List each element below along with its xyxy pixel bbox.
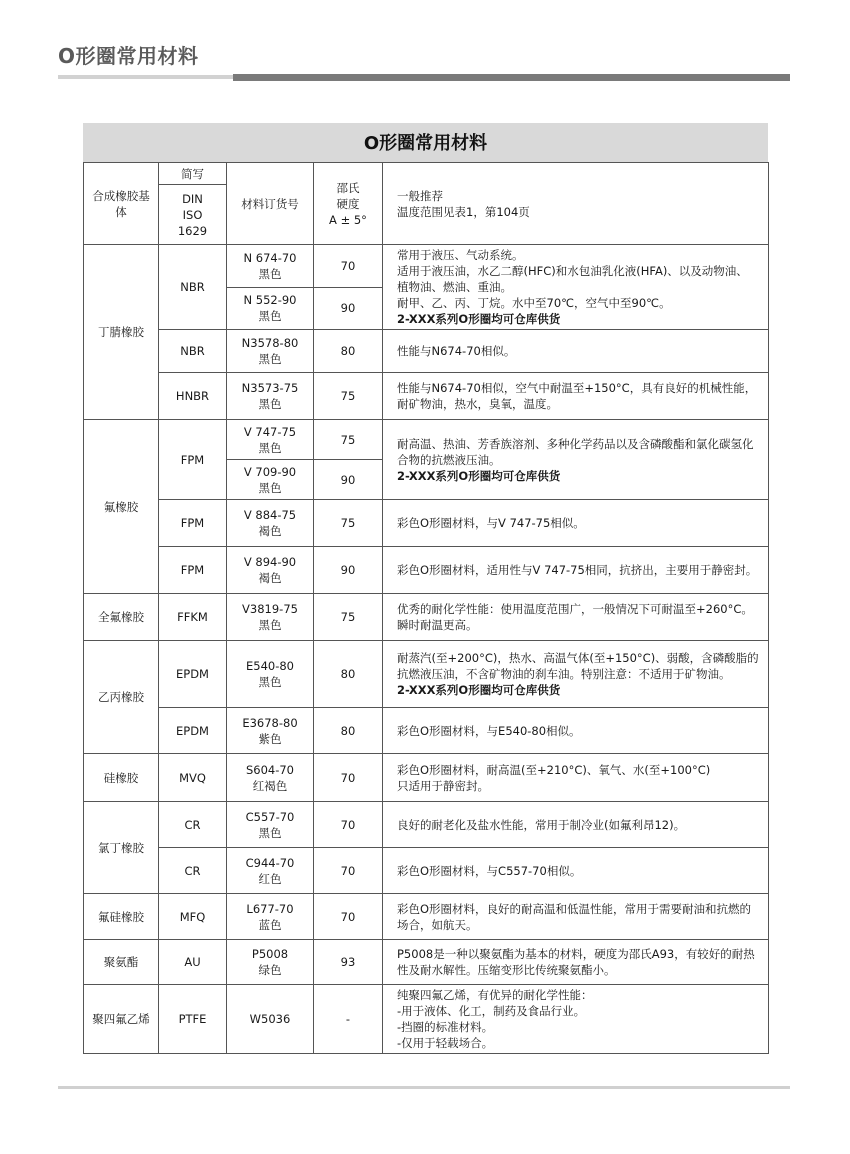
material-abbr-cell: MFQ [159, 894, 227, 940]
stock-availability-note: 2-XXX系列O形圈均可仓库供货 [397, 468, 561, 483]
material-code-cell [227, 373, 314, 420]
material-code: N 674-70 [243, 250, 297, 265]
material-description-cell [383, 245, 769, 330]
description-line: 常用于液压、气动系统。 [397, 248, 524, 262]
material-hardness-cell: 70 [314, 754, 383, 802]
material-code: V 709-90 [243, 464, 297, 479]
material-color: 黑色 [258, 397, 282, 411]
material-hardness-cell: 90 [314, 287, 383, 330]
material-code: L677-70 [246, 901, 294, 916]
description-line: 纯聚四氟乙烯，有优异的耐化学性能： [397, 988, 593, 1002]
table-title: O形圈常用材料 [83, 123, 768, 162]
title-rule-dark [233, 74, 790, 81]
material-color: 蓝色 [258, 917, 282, 932]
footer-rule [58, 1086, 790, 1089]
table-body [84, 163, 769, 1054]
material-code-cell [227, 547, 314, 594]
material-color: 褐色 [258, 524, 282, 538]
description-line: 彩色O形圈材料，良好的耐高温和低温性能，常用于需要耐油和抗燃的 [397, 901, 752, 916]
material-base-cell: 氟硅橡胶 [84, 894, 159, 940]
material-code: N3573-75 [241, 381, 299, 395]
material-color: 红色 [258, 871, 282, 886]
material-abbr-cell: MVQ [159, 754, 227, 802]
material-code-cell [227, 287, 314, 330]
description-line: -挡圈的标准材料。 [397, 1020, 494, 1034]
material-description-cell [383, 940, 769, 985]
table-row [84, 594, 769, 641]
material-hardness-cell: 75 [314, 420, 383, 460]
material-code: W5036 [249, 1012, 291, 1026]
table-row [84, 940, 769, 985]
material-base-cell: 聚四氟乙烯 [84, 985, 159, 1054]
material-abbr-cell: EPDM [159, 641, 227, 708]
material-code: P5008 [251, 947, 289, 961]
material-color: 黑色 [258, 309, 282, 324]
description-line: 彩色O形圈材料，耐高温(至+210°C)、氧气、水(至+100°C) [397, 762, 711, 777]
material-code-cell [227, 500, 314, 547]
header-abbr-top: 简写 [159, 163, 227, 185]
material-color: 褐色 [258, 571, 282, 585]
header-row-1 [84, 163, 769, 185]
header-rec-line: 温度范围见表1，第104页 [397, 204, 530, 219]
description-line: 性能与N674-70相似，空气中耐温至+150°C，具有良好的机械性能， [397, 381, 757, 395]
material-code-cell [227, 330, 314, 373]
material-abbr-cell: NBR [159, 330, 227, 373]
material-description-cell [383, 802, 769, 848]
description-line: 只适用于静密封。 [397, 778, 489, 793]
table-row [84, 547, 769, 594]
material-hardness-cell: - [314, 985, 383, 1054]
material-hardness-cell: 90 [314, 460, 383, 500]
material-base-cell: 全氟橡胶 [84, 594, 159, 641]
material-code: V 894-90 [243, 555, 297, 569]
material-code: C557-70 [245, 809, 295, 824]
description-line: 耐蒸汽(至+200°C)，热水、高温气体(至+150°C)、弱酸，含磷酸脂的 [397, 651, 759, 665]
title-rule-light [58, 75, 233, 79]
material-description-cell [383, 330, 769, 373]
header-order-no: 材料订货号 [227, 163, 314, 245]
table-row [84, 245, 769, 288]
material-abbr-cell: FFKM [159, 594, 227, 641]
description-line: 合物的抗燃液压油。 [397, 452, 501, 467]
description-line: -仅用于轻载场合。 [397, 1036, 494, 1050]
description-line: 良好的耐老化及盐水性能，常用于制冷业(如氟利昂12)。 [397, 817, 686, 832]
table-row [84, 985, 769, 1054]
material-hardness-cell: 75 [314, 500, 383, 547]
description-line: -用于液体、化工，制药及食品行业。 [397, 1004, 586, 1018]
header-rec-line: 一般推荐 [397, 188, 443, 203]
material-description-cell [383, 848, 769, 894]
material-abbr-cell: EPDM [159, 708, 227, 754]
material-code-cell [227, 985, 314, 1054]
description-line: 场合，如航天。 [397, 917, 478, 932]
table-row [84, 641, 769, 708]
material-code: C944-70 [245, 855, 295, 870]
material-abbr-cell: HNBR [159, 373, 227, 420]
material-description-cell [383, 594, 769, 641]
description-line: 耐高温、热油、芳香族溶剂、多种化学药品以及含磷酸酯和氯化碳氢化 [397, 436, 754, 451]
description-line: 彩色O形圈材料，与C557-70相似。 [397, 863, 582, 878]
material-color: 黑色 [258, 618, 282, 632]
material-color: 绿色 [258, 963, 282, 977]
material-code-cell [227, 894, 314, 940]
material-hardness-cell: 80 [314, 641, 383, 708]
material-hardness-cell: 70 [314, 894, 383, 940]
material-abbr-cell: FPM [159, 500, 227, 547]
material-code-cell [227, 940, 314, 985]
stock-availability-note: 2-XXX系列O形圈均可仓库供货 [397, 312, 561, 326]
header-hardness-line: 邵氏 [336, 180, 360, 195]
description-line: 耐甲、乙、丙、丁烷。水中至70℃，空气中至90℃。 [397, 296, 671, 310]
material-code-cell [227, 594, 314, 641]
material-abbr-cell: FPM [159, 420, 227, 500]
material-code: S604-70 [245, 762, 295, 777]
table-row [84, 373, 769, 420]
material-abbr-cell: PTFE [159, 985, 227, 1054]
material-base-cell: 乙丙橡胶 [84, 641, 159, 754]
table-row [84, 500, 769, 547]
header-abbr-standard [159, 185, 227, 245]
description-line: 彩色O形圈材料，与V 747-75相似。 [397, 516, 585, 530]
material-code-cell [227, 460, 314, 500]
stock-availability-note: 2-XXX系列O形圈均可仓库供货 [397, 683, 561, 697]
material-code: V 884-75 [243, 508, 297, 522]
material-abbr-cell: CR [159, 802, 227, 848]
header-abbr-line: ISO [182, 207, 203, 222]
material-code-cell [227, 641, 314, 708]
material-color: 黑色 [258, 480, 282, 495]
description-line: 优秀的耐化学性能：使用温度范围广，一般情况下可耐温至+260°C。 [397, 602, 753, 616]
material-description-cell [383, 894, 769, 940]
material-code: E3678-80 [242, 715, 298, 730]
description-line: 彩色O形圈材料，与E540-80相似。 [397, 723, 581, 738]
material-code: N3578-80 [241, 336, 299, 350]
header-abbr-line: 1629 [177, 223, 208, 238]
page-title: O形圈常用材料 [58, 44, 199, 68]
header-hardness-line: A ± 5° [329, 212, 367, 227]
material-hardness-cell: 75 [314, 373, 383, 420]
material-code-cell [227, 754, 314, 802]
material-abbr-cell: CR [159, 848, 227, 894]
description-line: 瞬时耐温更高。 [397, 618, 478, 632]
material-description-cell [383, 547, 769, 594]
material-color: 黑色 [258, 675, 282, 689]
material-base-cell: 丁腈橡胶 [84, 245, 159, 420]
materials-table-wrap [83, 123, 768, 1054]
material-description-cell [383, 420, 769, 500]
material-color: 黑色 [258, 825, 282, 840]
material-description-cell [383, 754, 769, 802]
material-hardness-cell: 90 [314, 547, 383, 594]
material-base-cell: 硅橡胶 [84, 754, 159, 802]
material-code-cell [227, 420, 314, 460]
material-hardness-cell: 70 [314, 848, 383, 894]
material-code: E540-80 [246, 659, 294, 673]
material-code-cell [227, 848, 314, 894]
material-base-cell: 氯丁橡胶 [84, 802, 159, 894]
material-hardness-cell: 70 [314, 245, 383, 288]
description-line: 彩色O形圈材料，适用性与V 747-75相同，抗挤出，主要用于静密封。 [397, 563, 758, 577]
table-row [84, 894, 769, 940]
table-row [84, 420, 769, 460]
description-line: P5008是一种以聚氨酯为基本的材料，硬度为邵氏A93，有较好的耐热 [397, 947, 755, 961]
material-code-cell [227, 802, 314, 848]
material-code: V3819-75 [242, 602, 298, 616]
material-abbr-cell: NBR [159, 245, 227, 330]
description-line: 性及耐水解性。压缩变形比传统聚氨酯小。 [397, 963, 616, 977]
table-row [84, 708, 769, 754]
material-color: 黑色 [258, 352, 282, 366]
material-code-cell [227, 708, 314, 754]
material-description-cell [383, 708, 769, 754]
header-abbr-line: DIN [182, 191, 203, 206]
material-abbr-cell: FPM [159, 547, 227, 594]
material-code: V 747-75 [243, 424, 297, 439]
material-code: N 552-90 [243, 293, 297, 308]
material-base-cell: 氟橡胶 [84, 420, 159, 594]
material-description-cell [383, 985, 769, 1054]
material-hardness-cell: 93 [314, 940, 383, 985]
description-line: 适用于液压油，水乙二醇(HFC)和水包油乳化液(HFA)、以及动物油、 [397, 264, 748, 278]
header-recommendation [383, 163, 769, 245]
description-line: 耐矿物油，热水，臭氧，温度。 [397, 397, 558, 411]
description-line: 抗燃液压油，不含矿物油的刹车油。特别注意：不适用于矿物油。 [397, 667, 731, 681]
table-row [84, 802, 769, 848]
material-abbr-cell: AU [159, 940, 227, 985]
description-line: 植物油、燃油、重油。 [397, 280, 512, 294]
material-color: 黑色 [258, 266, 282, 281]
table-row [84, 754, 769, 802]
material-hardness-cell: 75 [314, 594, 383, 641]
description-line: 性能与N674-70相似。 [397, 344, 516, 358]
materials-table [83, 162, 769, 1054]
header-base: 合成橡胶基体 [84, 163, 159, 245]
table-row [84, 330, 769, 373]
header-hardness [314, 163, 383, 245]
material-hardness-cell: 70 [314, 802, 383, 848]
header-hardness-line: 硬度 [336, 196, 360, 211]
material-color: 紫色 [258, 731, 282, 746]
table-row [84, 848, 769, 894]
material-code-cell [227, 245, 314, 288]
material-hardness-cell: 80 [314, 330, 383, 373]
material-description-cell [383, 373, 769, 420]
material-hardness-cell: 80 [314, 708, 383, 754]
material-base-cell: 聚氨酯 [84, 940, 159, 985]
material-color: 黑色 [258, 440, 282, 455]
material-description-cell [383, 500, 769, 547]
material-description-cell [383, 641, 769, 708]
material-color: 红褐色 [252, 778, 288, 793]
